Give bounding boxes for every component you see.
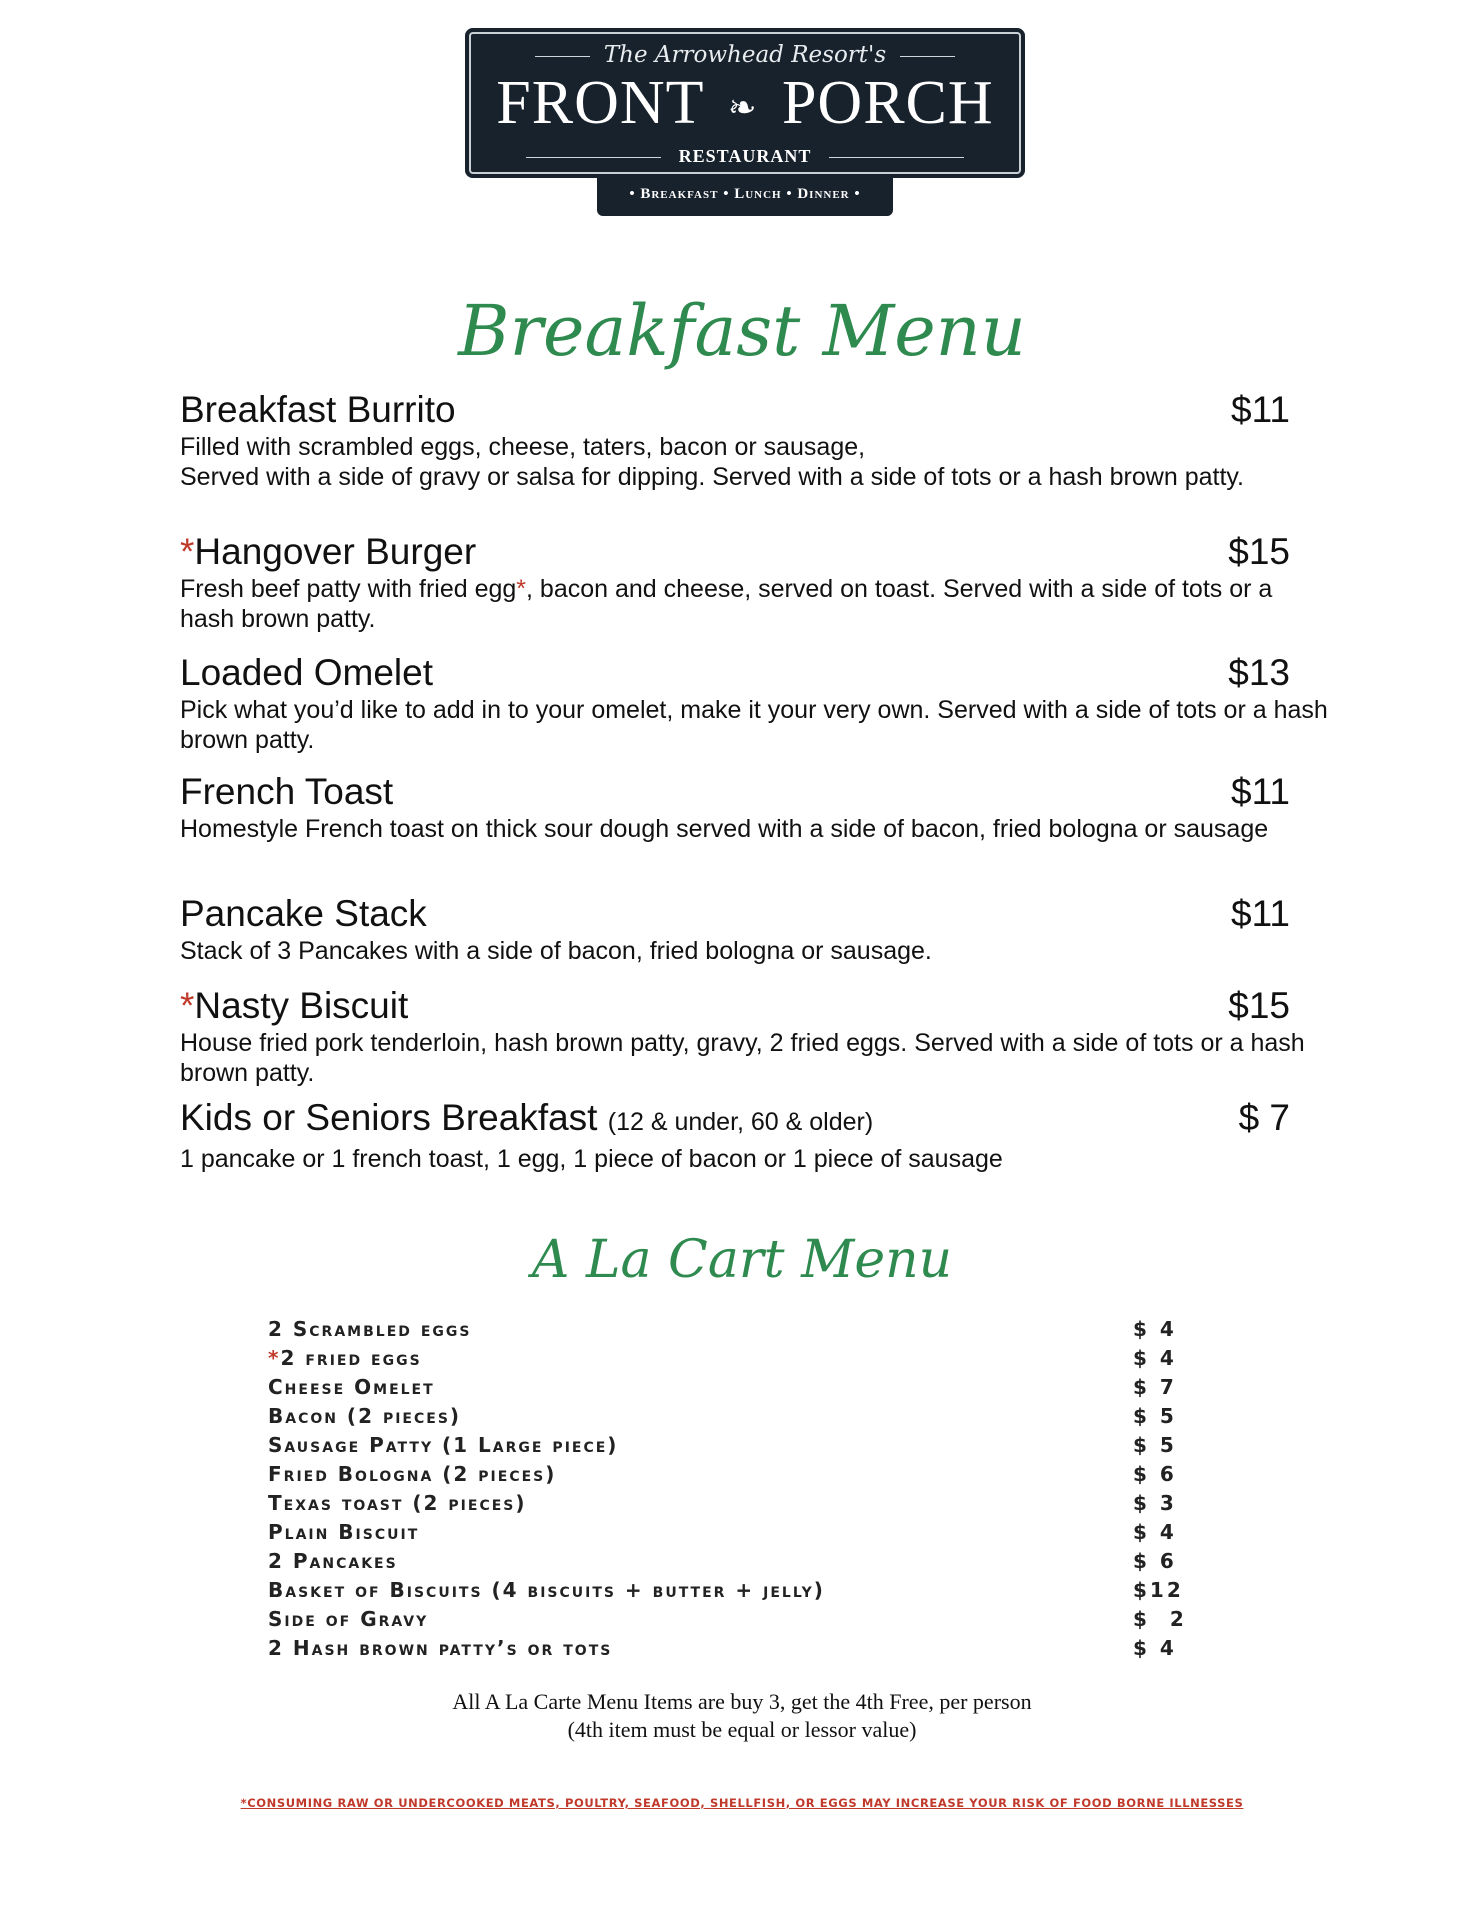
item-price: $ 4 — [1133, 1317, 1177, 1341]
list-item — [268, 1344, 1193, 1373]
list-item — [268, 1605, 1193, 1634]
item-note: (12 & under, 60 & older) — [607, 1108, 874, 1136]
item-description: Fresh beef patty with fried egg*, bacon and cheese, served on toast. Served with a side of tots or a hash brown patty. — [180, 575, 1273, 633]
item-price: $11 — [1231, 893, 1290, 934]
item-price: $11 — [1231, 389, 1290, 430]
item-name: 2 fried eggs — [280, 1346, 422, 1370]
list-item — [268, 1315, 1193, 1344]
item-price: $ 6 — [1133, 1462, 1177, 1486]
restaurant-logo — [465, 28, 1025, 202]
item-price: $ 5 — [1133, 1433, 1177, 1457]
list-item — [268, 1576, 1193, 1605]
list-item — [268, 1460, 1193, 1489]
item-name: Side of Gravy — [268, 1607, 429, 1631]
item-price: $ 4 — [1133, 1346, 1177, 1370]
item-price: $ 7 — [1133, 1375, 1177, 1399]
item-name: 2 Hash brown patty’s or tots — [268, 1636, 613, 1660]
item-name: French Toast — [180, 771, 394, 812]
item-name: Sausage Patty (1 Large piece) — [268, 1433, 619, 1457]
food-safety-warning: *CONSUMING RAW OR UNDERCOOKED MEATS, POULTRY, SEAFOOD, SHELLFISH, OR EGGS MAY INCREASE YOUR RISK OF FOOD BORNE ILLNESSES — [240, 1796, 1244, 1810]
item-description: Pick what you’d like to add in to your omelet, make it your very own. Served with a side of tots or a hash brown patty. — [180, 696, 1328, 754]
item-price: $ 7 — [1238, 1097, 1290, 1138]
item-name: Pancake Stack — [180, 893, 427, 934]
list-item — [268, 1634, 1193, 1663]
item-price: $ 3 — [1133, 1491, 1177, 1515]
menu-item — [180, 770, 1330, 892]
item-price: $ 5 — [1133, 1404, 1177, 1428]
logo-meals: • Breakfast • Lunch • Dinner • — [629, 186, 861, 202]
allergen-star: * — [516, 575, 527, 603]
item-name: 2 Scrambled eggs — [268, 1317, 472, 1341]
item-name: Kids or Seniors Breakfast — [180, 1097, 598, 1138]
list-item — [268, 1373, 1193, 1402]
menu-item — [180, 1096, 1330, 1176]
item-price: $15 — [1228, 531, 1290, 572]
item-price: $ 4 — [1133, 1636, 1177, 1660]
item-price: $ 2 — [1133, 1607, 1187, 1631]
item-name: Breakfast Burrito — [180, 389, 456, 430]
item-name: Cheese Omelet — [268, 1375, 435, 1399]
logo-title — [465, 69, 1025, 137]
alacart-menu-heading: A La Cart Menu — [531, 1230, 953, 1290]
item-price: $15 — [1228, 985, 1290, 1026]
menu-item — [180, 530, 1330, 651]
item-description: House fried pork tenderloin, hash brown patty, gravy, 2 fried eggs. Served with a side of tots or a hash brown patty. — [180, 1029, 1305, 1087]
item-price: $12 — [1133, 1578, 1184, 1602]
menu-item — [180, 984, 1330, 1096]
list-item — [268, 1402, 1193, 1431]
alacart-promo-note — [0, 1688, 1484, 1744]
item-name: Basket of Biscuits (4 biscuits + butter + jelly) — [268, 1578, 825, 1602]
logo-porch: PORCH — [781, 69, 994, 137]
item-description: Homestyle French toast on thick sour dough served with a side of bacon, fried bologna or sausage — [180, 815, 1269, 843]
item-price: $ 4 — [1133, 1520, 1177, 1544]
list-item — [268, 1547, 1193, 1576]
item-description: Stack of 3 Pancakes with a side of bacon, fried bologna or sausage. — [180, 937, 932, 965]
item-description: 1 pancake or 1 french toast, 1 egg, 1 piece of bacon or 1 piece of sausage — [180, 1145, 1003, 1173]
allergen-star: * — [268, 1346, 281, 1370]
list-item — [268, 1431, 1193, 1460]
item-description: Filled with scrambled eggs, cheese, taters, bacon or sausage, Served with a side of gravy or salsa for dipping. Served with a side of tots or a hash brown patty. — [180, 433, 1244, 491]
logo-resort-name: The Arrowhead Resort's — [465, 42, 1025, 68]
list-item — [268, 1489, 1193, 1518]
item-name: Plain Biscuit — [268, 1520, 420, 1544]
menu-item — [180, 651, 1330, 770]
item-name: Bacon (2 pieces) — [268, 1404, 462, 1428]
item-price: $13 — [1228, 652, 1290, 693]
item-name: Fried Bologna (2 pieces) — [268, 1462, 557, 1486]
alacart-list — [268, 1315, 1193, 1663]
logo-restaurant: RESTAURANT — [465, 146, 1025, 167]
logo-front: FRONT — [496, 69, 704, 137]
rocking-chair-icon: ❧ — [727, 89, 758, 127]
promo-line-1: All A La Carte Menu Items are buy 3, get the 4th Free, per person — [452, 1689, 1032, 1714]
breakfast-menu-heading: Breakfast Menu — [458, 290, 1026, 372]
item-name: Nasty Biscuit — [194, 985, 409, 1026]
promo-line-2: (4th item must be equal or lessor value) — [567, 1717, 917, 1742]
allergen-star: * — [180, 531, 195, 572]
list-item — [268, 1518, 1193, 1547]
allergen-star: * — [180, 985, 195, 1026]
item-name: Texas toast (2 pieces) — [268, 1491, 527, 1515]
menu-item — [180, 892, 1330, 984]
item-name: 2 Pancakes — [268, 1549, 398, 1573]
item-price: $ 6 — [1133, 1549, 1177, 1573]
item-name: Loaded Omelet — [180, 652, 434, 693]
breakfast-items — [180, 388, 1330, 1176]
item-name: Hangover Burger — [194, 531, 477, 572]
menu-item — [180, 388, 1330, 530]
item-price: $11 — [1231, 771, 1290, 812]
